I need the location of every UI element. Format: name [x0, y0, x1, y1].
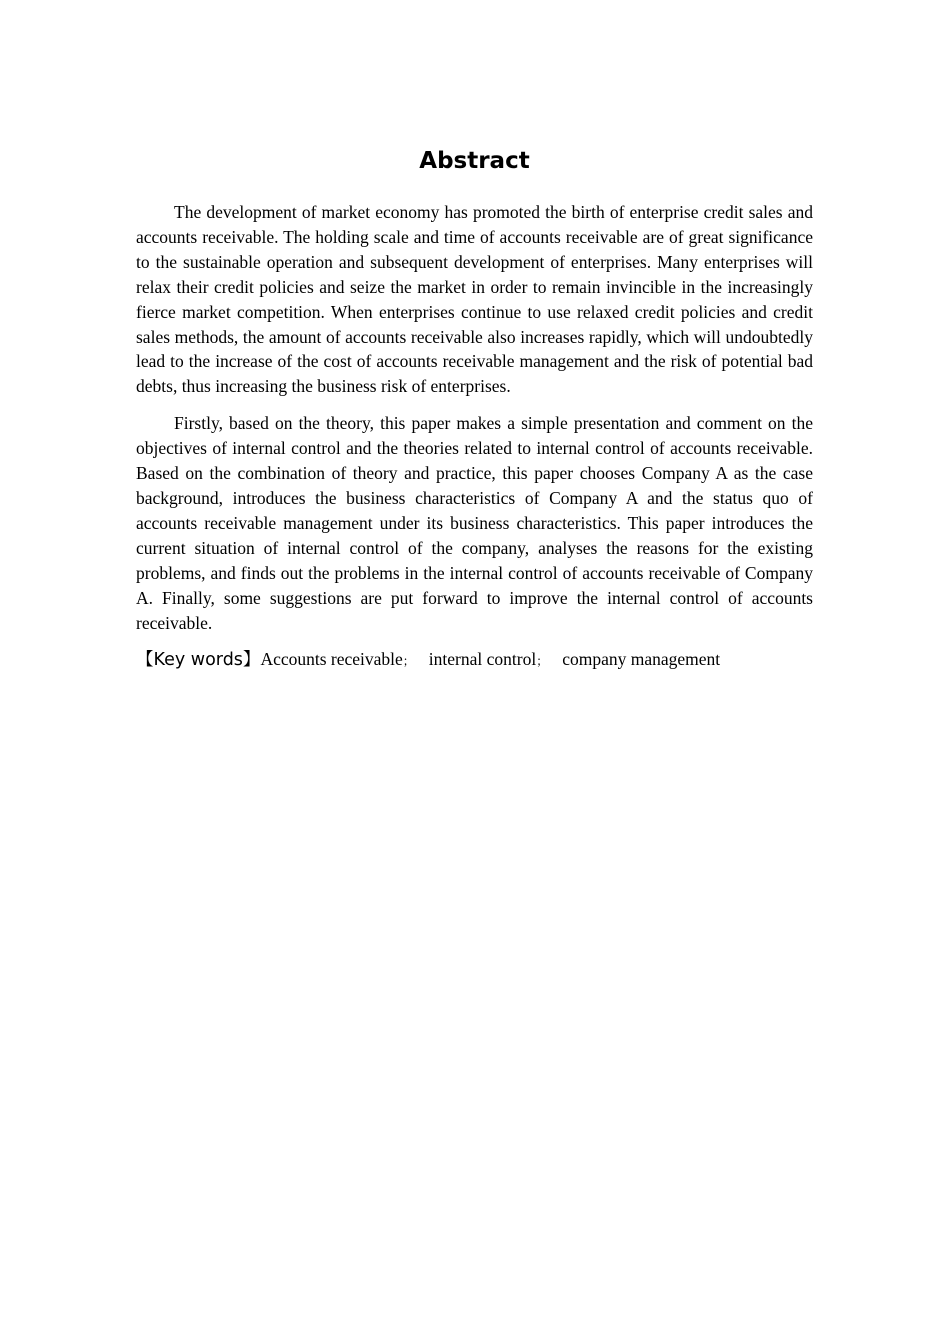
keyword-separator: ；: [402, 654, 415, 669]
abstract-paragraph-2: Firstly, based on the theory, this paper makes a simple presentation and comment on the objectives of internal control and the theories related to internal control of accounts receivable. Based on the combination of theory and practice, this paper chooses Company A as the case background, introduces the business characteristics of Company A and the status quo of accounts receivable management under its business characteristics. This paper introduces the current situation of internal control of the company, analyses the reasons for the existing problems, and finds out the problems in the internal control of accounts receivable of Company A. Finally, some suggestions are put forward to improve the internal control of accounts receivable.: [136, 413, 813, 633]
abstract-paragraph-1: The development of market economy has promoted the birth of enterprise credit sales and accounts receivable. The holding scale and time of accounts receivable are of great significance to the sustainable operation and subsequent development of enterprises. Many enterprises will relax their credit policies and seize the market in order to remain invincible in the increasingly fierce market competition. When enterprises continue to use relaxed credit policies and credit sales methods, the amount of accounts receivable also increases rapidly, which will undoubtedly lead to the increase of the cost of accounts receivable management and the risk of potential bad debts, thus increasing the business risk of enterprises.: [136, 202, 813, 397]
keywords-line: [136, 647, 813, 674]
keyword-item: internal control: [428, 649, 537, 670]
abstract-title: Abstract: [419, 148, 530, 174]
keyword-separator: ；: [536, 654, 549, 669]
keyword-item: company management: [562, 649, 721, 670]
abstract-section: [136, 146, 813, 674]
keywords-label: 【Key words】: [136, 650, 261, 671]
keyword-item: Accounts receivable: [260, 649, 403, 670]
